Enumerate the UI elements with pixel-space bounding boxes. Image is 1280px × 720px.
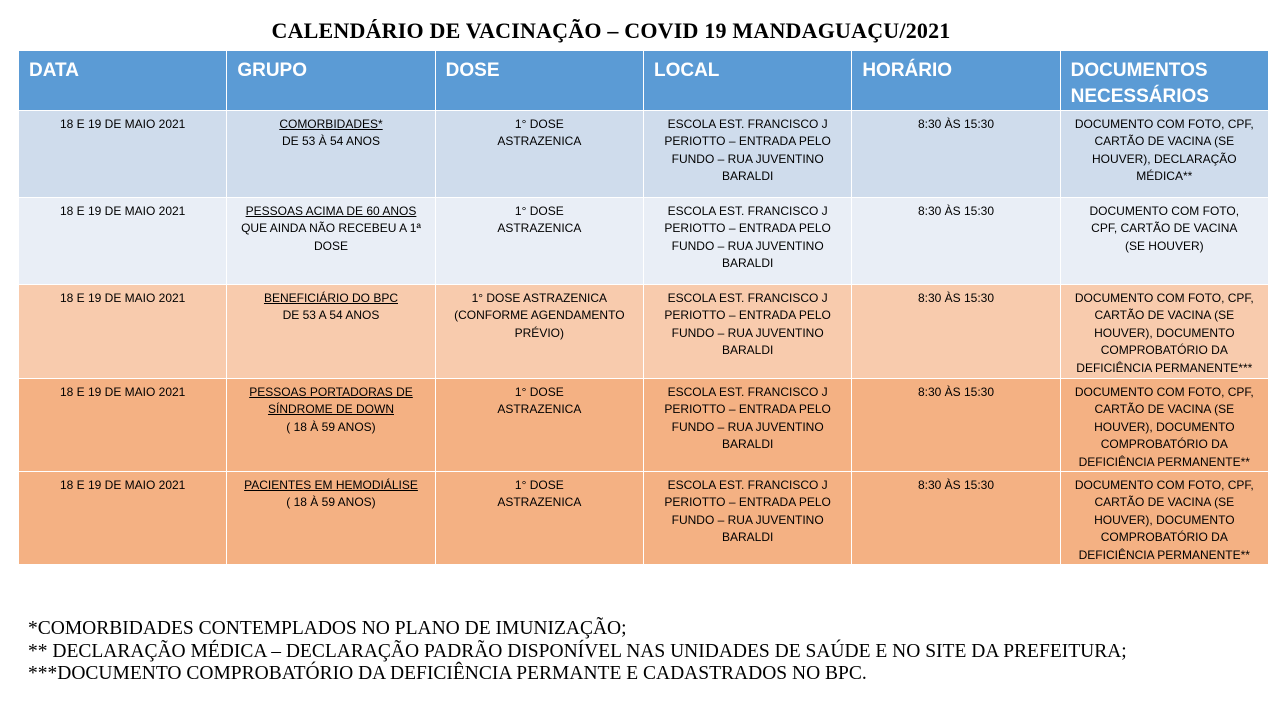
cell-documentos: DOCUMENTO COM FOTO, CPF, CARTÃO DE VACINA (SE HOUVER), DOCUMENTO COMPROBATÓRIO DA DEFICIÊNCIA PERMANENTE*** [1060, 285, 1268, 379]
grupo-subtitle: QUE AINDA NÃO RECEBEU A 1ª DOSE [241, 221, 421, 253]
cell-local: ESCOLA EST. FRANCISCO J PERIOTTO – ENTRADA PELO FUNDO – RUA JUVENTINO BARALDI [643, 285, 851, 379]
grupo-subtitle: ( 18 À 59 ANOS) [286, 419, 376, 434]
cell-data: 18 E 19 DE MAIO 2021 [19, 198, 227, 285]
cell-data: 18 E 19 DE MAIO 2021 [19, 111, 227, 198]
cell-dose: 1° DOSE ASTRAZENICA [435, 111, 643, 198]
table-header-row [19, 51, 1269, 111]
table-row [19, 111, 1269, 198]
footnote: ** DECLARAÇÃO MÉDICA – DECLARAÇÃO PADRÃO DISPONÍVEL NAS UNIDADES DE SAÚDE E NO SITE DA PREFEITURA; [28, 640, 1127, 662]
table-row [19, 285, 1269, 379]
cell-dose: 1° DOSE ASTRAZENICA (CONFORME AGENDAMENTO PRÉVIO) [435, 285, 643, 379]
cell-grupo [227, 472, 435, 565]
cell-documentos: DOCUMENTO COM FOTO, CPF, CARTÃO DE VACINA (SE HOUVER), DOCUMENTO COMPROBATÓRIO DA DEFICIÊNCIA PERMANENTE** [1060, 472, 1268, 565]
cell-horario: 8:30 ÀS 15:30 [852, 379, 1060, 472]
table-row [19, 198, 1269, 285]
cell-data: 18 E 19 DE MAIO 2021 [19, 472, 227, 565]
cell-horario: 8:30 ÀS 15:30 [852, 472, 1060, 565]
header-data: DATA [19, 51, 227, 111]
cell-documentos: DOCUMENTO COM FOTO, CPF, CARTÃO DE VACINA (SE HOUVER), DECLARAÇÃO MÉDICA** [1060, 111, 1268, 198]
cell-local: ESCOLA EST. FRANCISCO J PERIOTTO – ENTRADA PELO FUNDO – RUA JUVENTINO BARALDI [643, 198, 851, 285]
table-row [19, 472, 1269, 565]
cell-data: 18 E 19 DE MAIO 2021 [19, 285, 227, 379]
grupo-title: BENEFICIÁRIO DO BPC [263, 291, 398, 305]
grupo-subtitle: DE 53 À 54 ANOS [281, 134, 381, 149]
grupo-title: PESSOAS PORTADORAS DE SÍNDROME DE DOWN [249, 385, 413, 417]
cell-data: 18 E 19 DE MAIO 2021 [19, 379, 227, 472]
cell-documentos: DOCUMENTO COM FOTO, CPF, CARTÃO DE VACINA (SE HOUVER) [1060, 198, 1268, 285]
footnotes [28, 618, 1127, 686]
cell-grupo [227, 111, 435, 198]
cell-local: ESCOLA EST. FRANCISCO J PERIOTTO – ENTRADA PELO FUNDO – RUA JUVENTINO BARALDI [643, 111, 851, 198]
footnote: *COMORBIDADES CONTEMPLADOS NO PLANO DE IMUNIZAÇÃO; [28, 618, 627, 639]
header-local: LOCAL [643, 51, 851, 111]
grupo-subtitle: DE 53 A 54 ANOS [282, 308, 380, 323]
table-row [19, 379, 1269, 472]
grupo-title: PESSOAS ACIMA DE 60 ANOS [245, 204, 417, 218]
cell-horario: 8:30 ÀS 15:30 [852, 111, 1060, 198]
cell-local: ESCOLA EST. FRANCISCO J PERIOTTO – ENTRADA PELO FUNDO – RUA JUVENTINO BARALDI [643, 379, 851, 472]
header-documentos: DOCUMENTOS NECESSÁRIOS [1060, 51, 1268, 111]
cell-grupo [227, 198, 435, 285]
cell-documentos: DOCUMENTO COM FOTO, CPF, CARTÃO DE VACINA (SE HOUVER), DOCUMENTO COMPROBATÓRIO DA DEFICIÊNCIA PERMANENTE** [1060, 379, 1268, 472]
cell-grupo [227, 285, 435, 379]
header-horario: HORÁRIO [852, 51, 1060, 111]
page-title: CALENDÁRIO DE VACINAÇÃO – COVID 19 MANDAGUAÇU/2021 [271, 18, 951, 43]
cell-grupo [227, 379, 435, 472]
grupo-subtitle: ( 18 À 59 ANOS) [286, 495, 376, 510]
cell-dose: 1° DOSE ASTRAZENICA [435, 472, 643, 565]
cell-horario: 8:30 ÀS 15:30 [852, 198, 1060, 285]
cell-dose: 1° DOSE ASTRAZENICA [435, 198, 643, 285]
header-dose: DOSE [435, 51, 643, 111]
vaccination-schedule-table [18, 50, 1269, 565]
cell-local: ESCOLA EST. FRANCISCO J PERIOTTO – ENTRADA PELO FUNDO – RUA JUVENTINO BARALDI [643, 472, 851, 565]
grupo-title: COMORBIDADES* [279, 117, 383, 131]
header-grupo: GRUPO [227, 51, 435, 111]
footnote: ***DOCUMENTO COMPROBATÓRIO DA DEFICIÊNCIA PERMANTE E CADASTRADOS NO BPC. [28, 663, 867, 684]
grupo-title: PACIENTES EM HEMODIÁLISE [244, 478, 418, 493]
cell-horario: 8:30 ÀS 15:30 [852, 285, 1060, 379]
cell-dose: 1° DOSE ASTRAZENICA [435, 379, 643, 472]
